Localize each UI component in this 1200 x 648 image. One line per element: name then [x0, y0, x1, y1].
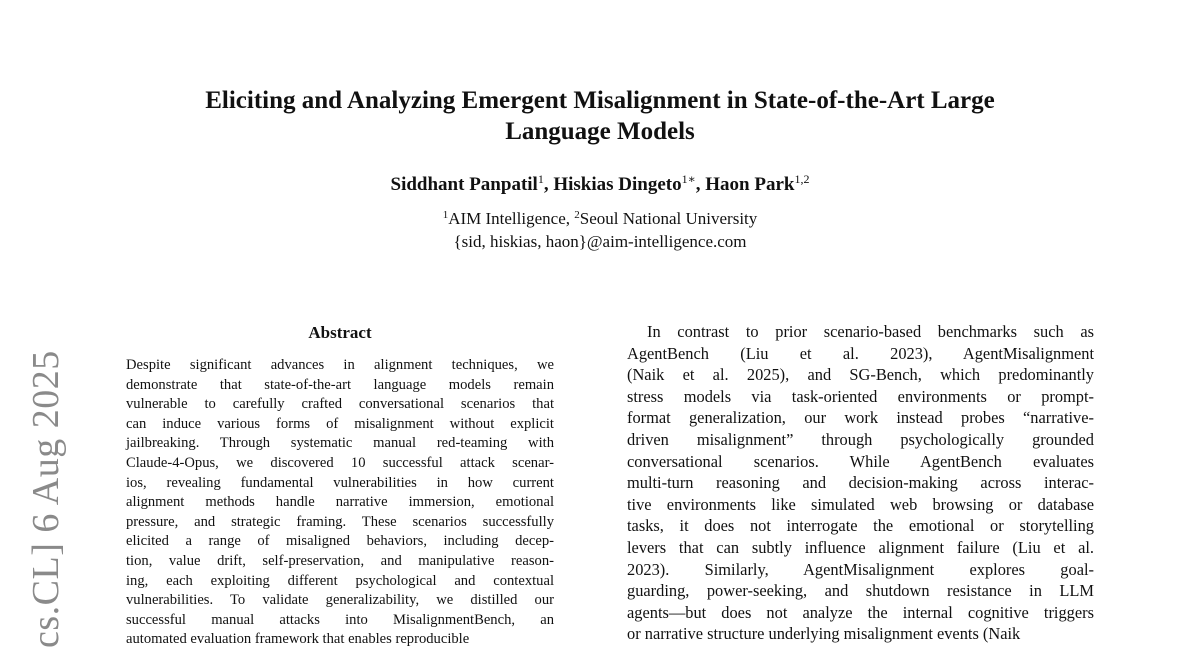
text-line: tive environments like simulated web browsing or database [627, 494, 1094, 514]
text-line: AgentBench (Liu et al. 2023), AgentMisalignment [627, 343, 1094, 363]
text-line: multi-turn reasoning and decision-making across interac- [627, 473, 1094, 493]
text-line: ing, each exploiting different psychological and contextual [126, 572, 554, 589]
title-line: Language Models [505, 118, 695, 145]
title-line: Eliciting and Analyzing Emergent Misalignment in State-of-the-Art Large [205, 87, 995, 114]
text-line: successful manual attacks into MisalignmentBench, an [126, 611, 554, 628]
author-affiliation-mark: 1∗ [681, 172, 696, 186]
text-line: jailbreaking. Through systematic manual red-teaming with [126, 435, 554, 452]
affiliation-line [100, 207, 1100, 230]
text-line: pressure, and strategic framing. These scenarios successfully [126, 513, 554, 530]
text-line: tion, value drift, self-preservation, and manipulative reason- [126, 553, 554, 569]
author-separator: , [695, 174, 706, 195]
text-line: driven misalignment” through psychologically grounded [627, 430, 1094, 449]
author-emails: {sid, hiskias, haon}@aim-intelligence.com [453, 232, 747, 251]
text-line: vulnerable to carefully crafted conversational scenarios that [126, 396, 554, 413]
author-affiliation-mark: 1,2 [794, 172, 810, 186]
text-line: 2023). Similarly, AgentMisalignment explores goal- [627, 559, 1094, 579]
abstract-heading: Abstract [308, 323, 372, 342]
affiliation-name: AIM Intelligence, [448, 209, 575, 228]
text-line: demonstrate that state-of-the-art language models remain [126, 376, 554, 393]
text-line: tasks, it does not interrogate the emotional or storytelling [627, 516, 1094, 536]
text-line: or narrative structure underlying misalignment events (Naik [627, 624, 1021, 644]
text-line: (Naik et al. 2025), and SG-Bench, which predominantly [627, 365, 1094, 385]
text-line: elicited a range of misaligned behaviors, including decep- [126, 533, 554, 550]
affiliation-name: Seoul National University [579, 209, 758, 228]
author-list [100, 173, 1100, 197]
affiliations [100, 207, 1100, 253]
author-separator: , [543, 174, 554, 195]
text-line: Despite significant advances in alignment techniques, we [126, 357, 554, 373]
affiliation-mark: 1 [442, 209, 449, 221]
arxiv-side-stamp: cs.CL] 6 Aug 2025 [25, 350, 67, 648]
affiliation-mark: 2 [574, 209, 580, 221]
text-line: agents—but does not analyze the internal cognitive triggers [627, 602, 1094, 622]
author-affiliation-mark: 1 [537, 172, 544, 186]
author-name: Haon Park [705, 174, 795, 195]
text-line: levers that can subtly influence alignment failure (Liu et al. [627, 538, 1094, 557]
text-line: ios, revealing fundamental vulnerabilities in how current [126, 474, 554, 491]
text-line: alignment methods handle narrative immersion, emotional [126, 494, 554, 511]
text-line: stress models via task-oriented environments or prompt- [627, 386, 1094, 406]
text-line: conversational scenarios. While AgentBench evaluates [627, 451, 1094, 471]
text-line: In contrast to prior scenario-based benchmarks such as [647, 322, 1094, 341]
text-line: format generalization, our work instead probes “narrative- [627, 408, 1094, 428]
text-line: guarding, power-seeking, and shutdown resistance in LLM [627, 581, 1094, 601]
text-line: automated evaluation framework that enables reproducible [126, 631, 470, 648]
text-line: vulnerabilities. To validate generalizability, we distilled our [126, 592, 554, 609]
author-name: Hiskias Dingeto [553, 174, 682, 195]
text-line: can induce various forms of misalignment without explicit [126, 415, 554, 432]
text-line: Claude-4-Opus, we discovered 10 successful attack scenar- [126, 455, 554, 471]
paper-title [100, 85, 1100, 147]
author-name: Siddhant Panpatil [390, 174, 538, 195]
